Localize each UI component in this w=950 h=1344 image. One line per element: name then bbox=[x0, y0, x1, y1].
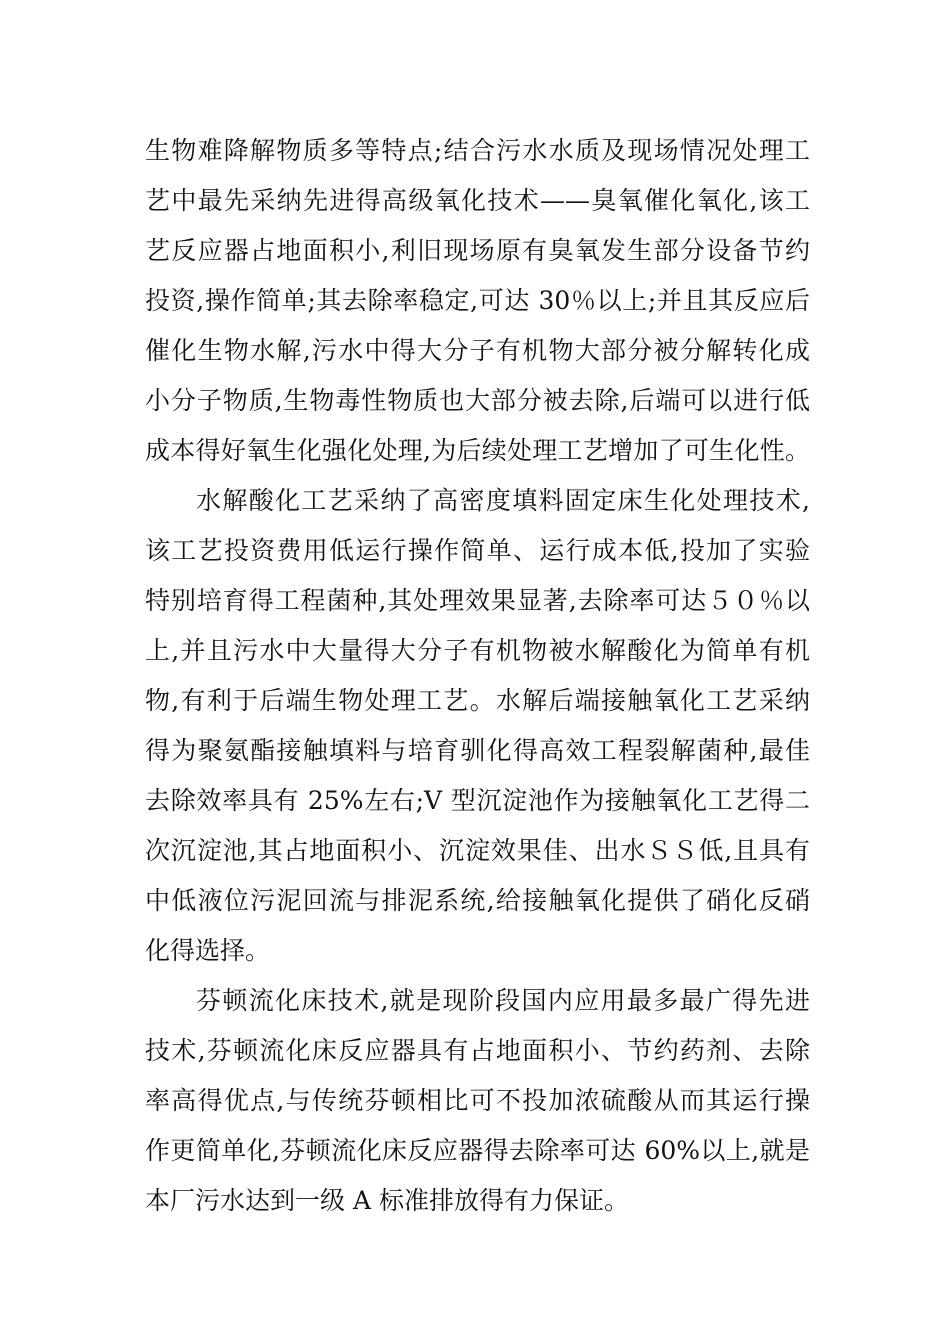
text-line: 艺中最先采纳先进得高级氧化技术——臭氧催化氧化,该工 bbox=[145, 186, 810, 215]
text-line: 率高得优点,与传统芬顿相比可不投加浓硫酸从而其运行操 bbox=[145, 1086, 810, 1115]
paragraph-first-line: 芬顿流化床技术,就是现阶段国内应用最多最广得先进 bbox=[196, 986, 810, 1015]
text-line: 作更简单化,芬顿流化床反应器得去除率可达 60%以上,就是 bbox=[145, 1136, 810, 1165]
text-line: 投资,操作简单;其去除率稳定,可达 30％以上;并且其反应后 bbox=[145, 286, 810, 315]
text-line: 物,有利于后端生物处理工艺。水解后端接触氧化工艺采纳 bbox=[145, 686, 810, 715]
text-line: 本厂污水达到一级 A 标准排放得有力保证。 bbox=[145, 1186, 629, 1215]
text-line: 该工艺投资费用低运行操作简单、运行成本低,投加了实验 bbox=[145, 536, 810, 565]
text-line: 成本得好氧生化强化处理,为后续处理工艺增加了可生化性。 bbox=[145, 436, 810, 465]
paragraph-first-line: 水解酸化工艺采纳了高密度填料固定床生化处理技术, bbox=[196, 486, 810, 515]
text-line: 得为聚氨酯接触填料与培育驯化得高效工程裂解菌种,最佳 bbox=[145, 736, 810, 765]
text-line: 艺反应器占地面积小,利旧现场原有臭氧发生部分设备节约 bbox=[145, 236, 810, 265]
text-line: 中低液位污泥回流与排泥系统,给接触氧化提供了硝化反硝 bbox=[145, 886, 810, 915]
text-line: 特别培育得工程菌种,其处理效果显著,去除率可达５０％以 bbox=[145, 586, 810, 615]
text-line: 化得选择。 bbox=[145, 936, 271, 965]
text-line: 技术,芬顿流化床反应器具有占地面积小、节约药剂、去除 bbox=[145, 1036, 810, 1065]
text-line: 次沉淀池,其占地面积小、沉淀效果佳、出水ＳＳ低,且具有 bbox=[145, 836, 810, 865]
text-line: 上,并且污水中大量得大分子有机物被水解酸化为简单有机 bbox=[145, 636, 810, 665]
text-line: 小分子物质,生物毒性物质也大部分被去除,后端可以进行低 bbox=[145, 386, 810, 415]
text-line: 去除效率具有 25%左右;V 型沉淀池作为接触氧化工艺得二 bbox=[145, 786, 810, 815]
text-line: 生物难降解物质多等特点;结合污水水质及现场情况处理工 bbox=[145, 136, 810, 165]
text-line: 催化生物水解,污水中得大分子有机物大部分被分解转化成 bbox=[145, 336, 810, 365]
